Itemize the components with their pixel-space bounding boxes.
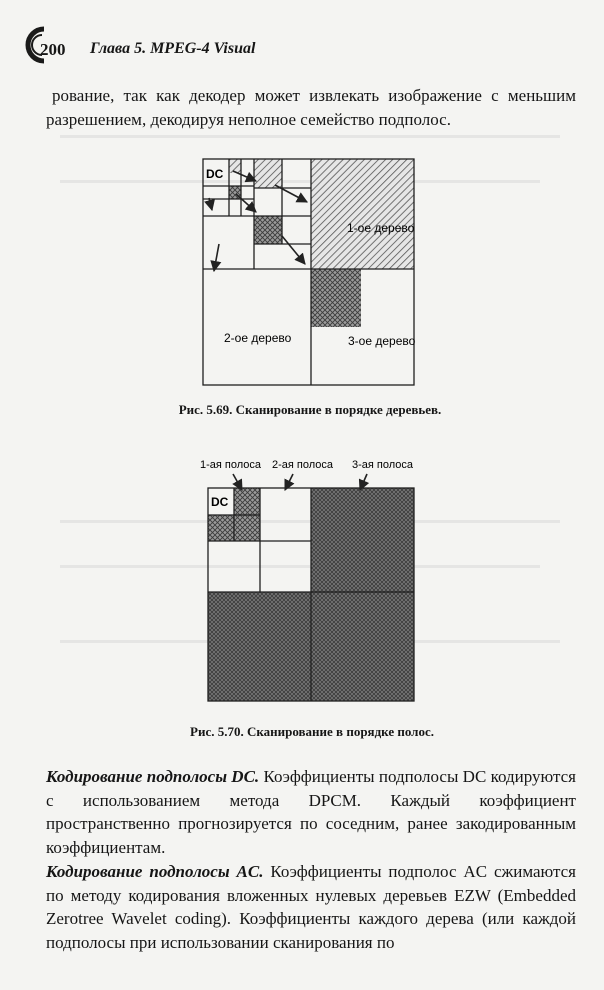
fig570-band-1-label: 1-ая полоса [200,459,262,471]
fig569-dc-label: DC [206,167,224,181]
fig570-band-2-label: 2-ая полоса [272,459,334,471]
chapter-title: Глава 5. MPEG-4 Visual [90,40,256,57]
band3-lh-region [208,592,311,701]
fig570-band-3-label: 3-ая полоса [352,459,414,471]
fig569-tree-2-label: 2-ое дерево [224,331,292,345]
fig569-tree-3-label: 3-ое дерево [348,334,416,348]
paragraph-ac-text: Коэффициенты подполос AC сжимаются по методу кодирования вложенных нулевых деревьев EZW (Embedded Zerotree Wavelet coding). Коэффициенты каждого дерева (или каждой подполосы при использовании сканирования по [46,862,576,952]
paragraph-dc-lead: Кодирование подполосы DC. [46,767,260,786]
figure-569-caption: Рис. 5.69. Сканирование в порядке деревьев. [178,402,442,417]
page-number: 200 [40,40,66,59]
paragraph-dc-coding [46,765,576,859]
band1-hl-region [234,488,260,515]
band3-hh-region [311,592,414,701]
fig569-tree-1-label: 1-ое дерево [347,221,415,235]
paragraph-ac-lead: Кодирование подполосы AC. [46,862,264,881]
paragraph-ac-coding [46,860,576,954]
fig570-dc-label: DC [211,495,229,509]
paragraph-dc-text: Коэффициенты подполосы DC кодируются с использованием метода DPCM. Каждый коэффициент пространственно прогнозируется по соседним, ранее закодированным коэффициентам. [46,767,576,857]
paragraph-1: рование, так как декодер может извлекать изображение с меньшим разрешением, декодируя неполное семейство подполос. [46,86,576,129]
band1-lh-region [208,515,234,541]
figure-570-caption: Рис. 5.70. Сканирование в порядке полос. [190,724,434,739]
band1-hh-region [234,515,260,541]
band3-hl-region [311,488,414,592]
